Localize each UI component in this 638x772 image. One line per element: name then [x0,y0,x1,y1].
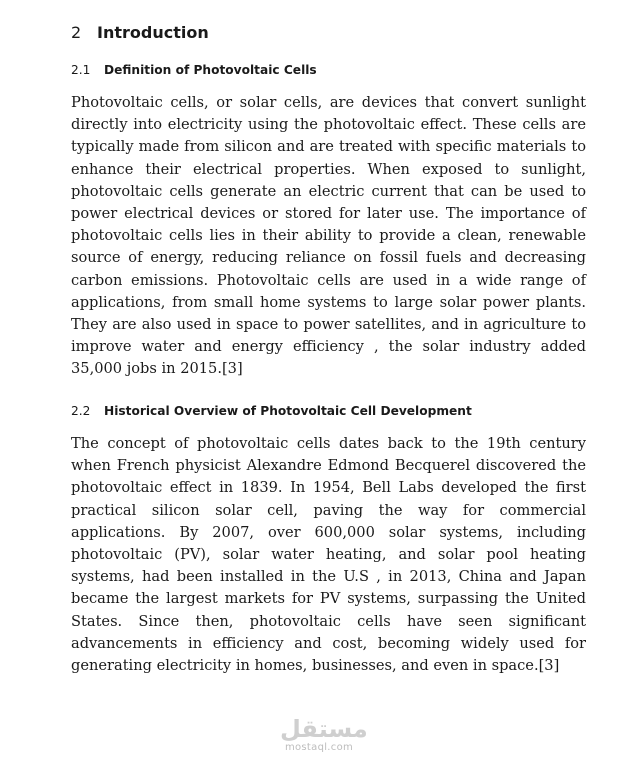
subsection-title: Historical Overview of Photovoltaic Cell Development [104,404,472,418]
body-paragraph-history: The concept of photovoltaic cells dates back to the 19th century when French physicist Alexandre Edmond Becquerel discovered the photovoltaic effect in 1839. In 1954, Bell Labs developed the first practical silicon solar cell, paving the way for commercial applications. By 2007, over 600,000 solar systems, including photovoltaic (PV), solar water heating, and solar pool heating systems, had been installed in the U.S , in 2013, China and Japan became the largest markets for PV systems, surpassing the United States. Since then, photovoltaic cells have seen significant advancements in efficiency and cost, becoming widely used for generating electricity in homes, businesses, and even in space.[3] [71,435,586,675]
subsection-heading-definition [71,61,317,79]
subsection-title: Definition of Photovoltaic Cells [104,63,317,77]
section-title: Introduction [97,23,209,42]
section-heading [71,22,209,44]
watermark-logo [280,715,368,758]
watermark-site-text: mostaql.com [284,742,354,753]
subsection-number: 2.2 [71,404,91,418]
body-paragraph-definition: Photovoltaic cells, or solar cells, are devices that convert sunlight directly into electricity using the photovoltaic effect. These cells are typically made from silicon and are treated with specific materials to enhance their electrical properties. When exposed to sunlight, photovoltaic cells generate an electric current that can be used to power electrical devices or stored for later use. The importance of photovoltaic cells lies in their ability to provide a clean, renewable source of energy, reducing reliance on fossil fuels and decreasing carbon emissions. Photovoltaic cells are used in a wide range of applications, from small home systems to large solar power plants. They are also used in space to power satellites, and in agriculture to improve water and energy efficiency , the solar industry added 35,000 jobs in 2015.[3] [71,94,586,378]
section-number: 2 [71,23,82,42]
subsection-heading-history [71,402,472,420]
subsection-number: 2.1 [71,63,91,77]
watermark-logo-text: مستقل [280,715,368,743]
